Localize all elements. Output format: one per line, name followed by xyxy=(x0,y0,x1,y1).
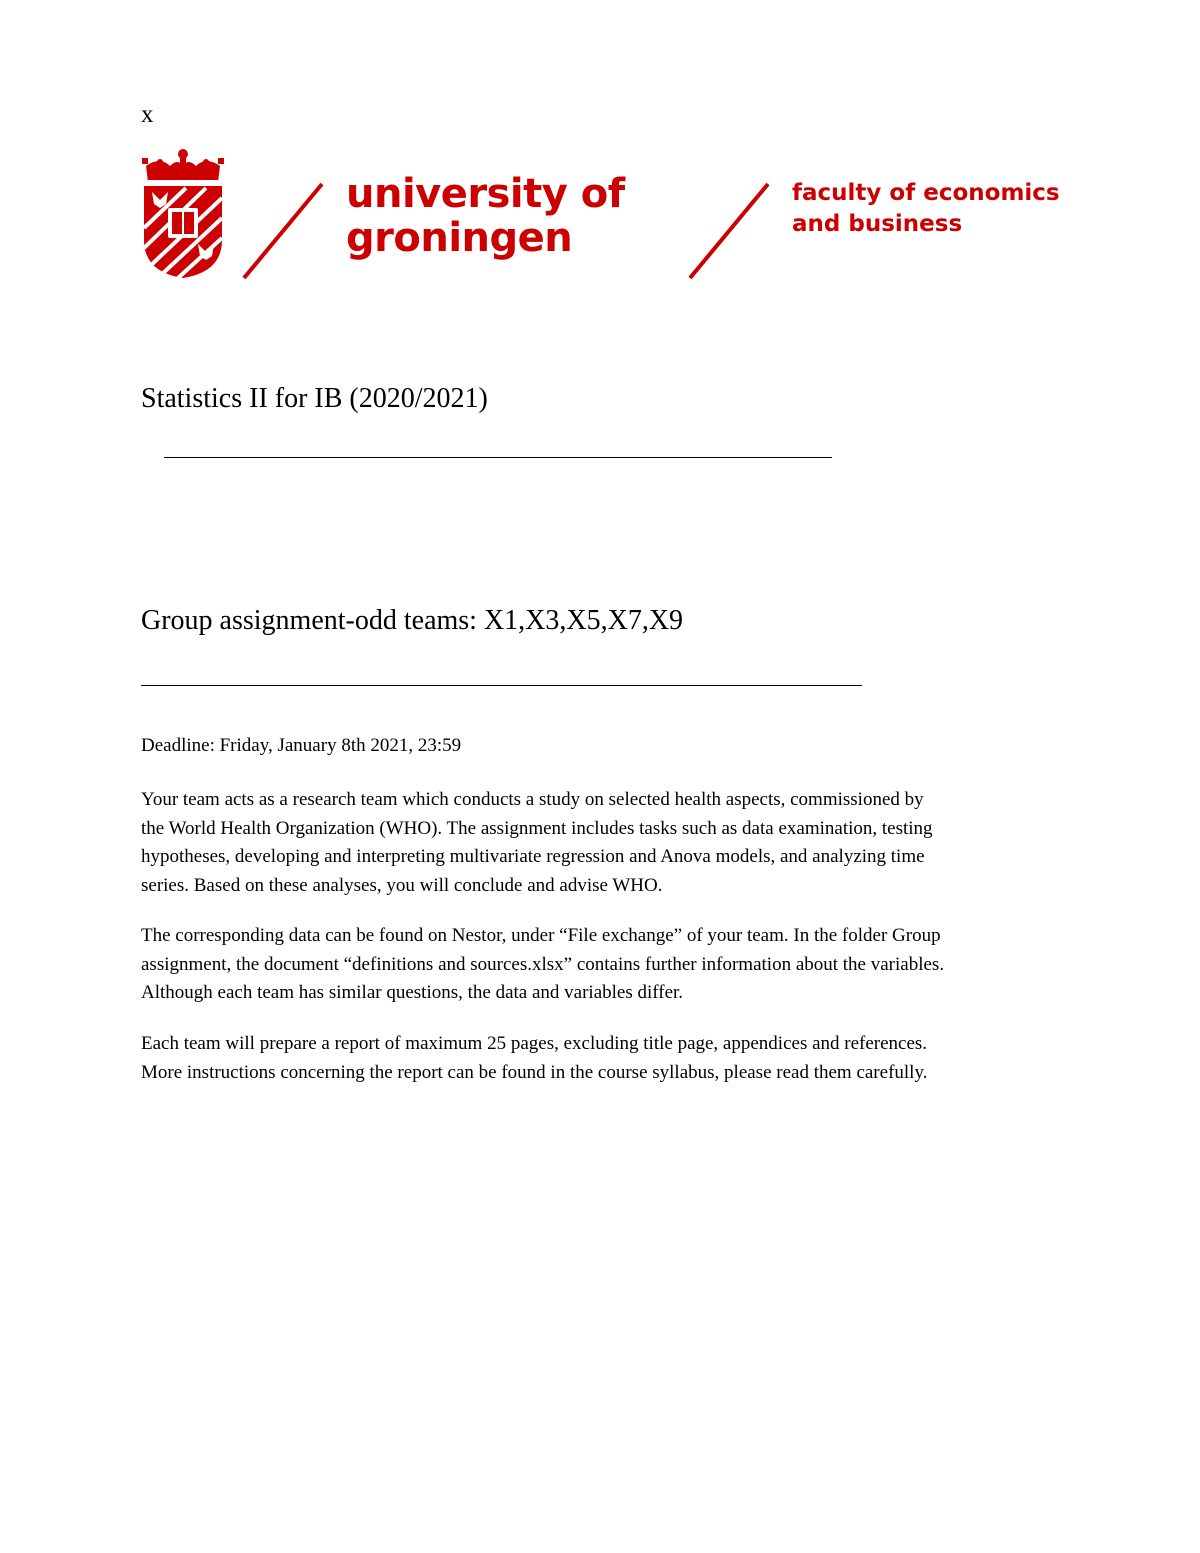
university-name-logotype xyxy=(346,172,625,260)
paragraph-line: Although each team has similar questions, the data and variables differ. xyxy=(141,982,684,1003)
paragraph-line: Each team will prepare a report of maximum 25 pages, excluding title page, appendices and references. xyxy=(141,1033,928,1054)
paragraph-report xyxy=(141,1030,1071,1087)
faculty-name-logotype xyxy=(792,178,1060,240)
paragraph-line: series. Based on these analyses, you will conclude and advise WHO. xyxy=(141,874,663,896)
horizontal-rule-assignment xyxy=(141,685,862,686)
paragraph-line: The corresponding data can be found on Nestor, under “File exchange” of your team. In the folder Group xyxy=(141,925,941,946)
paragraph-line: Your team acts as a research team which conducts a study on selected health aspects, commissioned by xyxy=(141,789,924,810)
paragraph-data xyxy=(141,922,1071,1008)
paragraph-line: More instructions concerning the report can be found in the course syllabus, please read them carefully. xyxy=(141,1061,928,1083)
faculty-name-line1: faculty of economics xyxy=(792,180,1060,206)
horizontal-rule-course xyxy=(164,457,832,458)
paragraph-intro xyxy=(141,786,1071,900)
faculty-name-line2: and business xyxy=(792,211,963,237)
university-name-line1: university of xyxy=(346,171,625,217)
course-title: Statistics II for IB (2020/2021) xyxy=(141,383,488,414)
university-name-line2: groningen xyxy=(346,215,573,261)
paragraph-line: hypotheses, developing and interpreting multivariate regression and Anova models, and analyzing time xyxy=(141,846,925,867)
paragraph-line: assignment, the document “definitions and sources.xlsx” contains further information about the variables. xyxy=(141,953,945,975)
assignment-title: Group assignment-odd teams: X1,X3,X5,X7,X9 xyxy=(141,605,684,636)
corner-mark: x xyxy=(141,101,154,128)
divider-slash-right xyxy=(686,182,772,280)
paragraph-line: the World Health Organization (WHO). The assignment includes tasks such as data examination, testing xyxy=(141,817,933,839)
university-crest-logo xyxy=(138,148,228,280)
deadline-text: Deadline: Friday, January 8th 2021, 23:59 xyxy=(141,735,462,756)
divider-slash-left xyxy=(240,182,326,280)
